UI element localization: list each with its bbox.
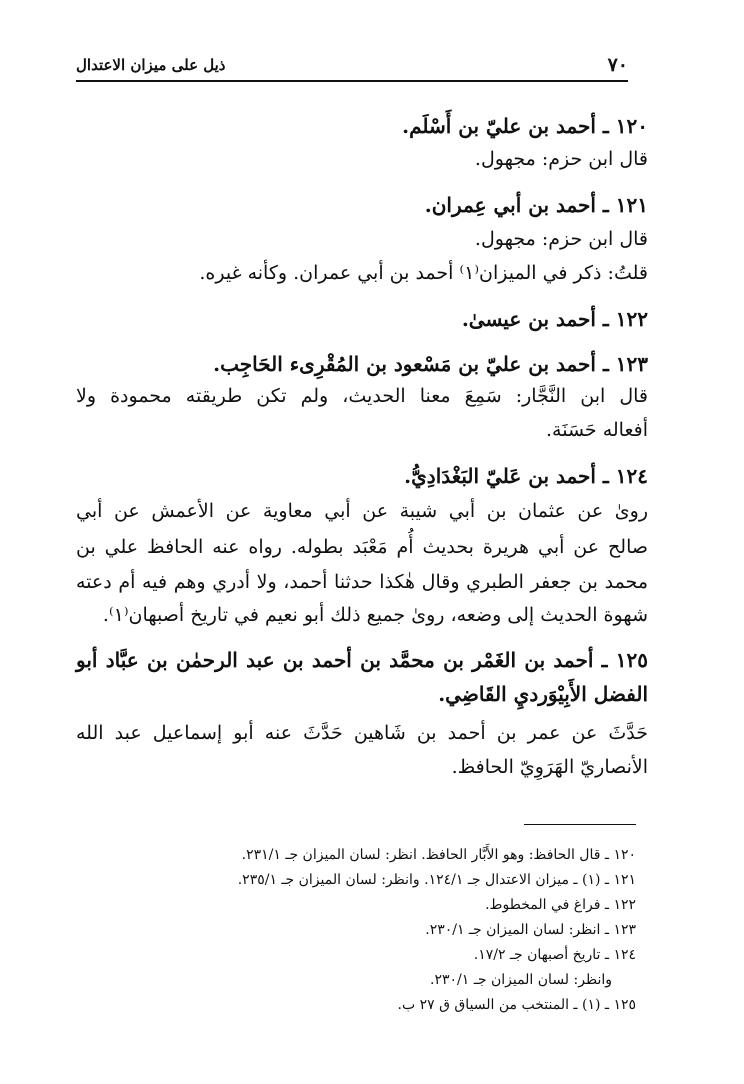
footnote-124: ١٢٤ ـ تاريخ أصبهان جـ ١٧/٢. bbox=[473, 947, 636, 963]
entry-120-text: قال ابن حزم: مجهول. bbox=[474, 148, 648, 170]
entry-125-text: حَدَّثَ عن عمر بن أحمد بن شَاهين حَدَّثَ عنه أبو إسماعيل عبد الله bbox=[76, 722, 648, 744]
entry-124-text-2: صالح عن أبي هريرة بحديث أُم مَعْبَد بطوله. رواه عنه الحافظ علي بن bbox=[76, 536, 648, 558]
entry-123-heading: ١٢٣ ـ أحمد بن عليّ بن مَسْعود بن المُقْرِىء الحَاجِب. bbox=[213, 352, 648, 376]
footnote-123: ١٢٣ ـ انظر: لسان الميزان جـ ٢٣٠/١. bbox=[425, 922, 636, 938]
entry-124-heading: ١٢٤ ـ أحمد بن عَليّ البَغْدَادِيُّ. bbox=[404, 464, 648, 488]
entry-125-heading-cont: الفضل الأَبِيْوَرديِ القَاضِي. bbox=[438, 682, 648, 706]
entry-124-text-1: روىٰ عن عثمان بن أبي شيبة عن أبي معاوية عن الأعمش عن أبي bbox=[76, 500, 648, 522]
entry-122-heading: ١٢٢ ـ أحمد بن عيسىٰ. bbox=[461, 307, 648, 331]
running-title: ذيل على ميزان الاعتدال bbox=[76, 56, 226, 74]
entry-121-text: قال ابن حزم: مجهول. bbox=[474, 228, 648, 250]
entry-121-heading: ١٢١ ـ أحمد بن أبي عِمران. bbox=[424, 193, 648, 217]
entry-120-heading: ١٢٠ ـ أحمد بن عليّ بن أَسْلَم. bbox=[402, 114, 648, 138]
footnote-122: ١٢٢ ـ فراغ في المخطوط. bbox=[485, 897, 636, 913]
entry-124-text-3: محمد بن جعفر الطبري وقال هٰكذا حدثنا أحمد، ولا أدري وهم فيه أم دعته bbox=[76, 571, 648, 593]
entry-125-heading: ١٢٥ ـ أحمد بن الغَمْر بن محمَّد بن أحمد بن عبد الرحمٰن بن عبَّاد أبو bbox=[76, 648, 649, 672]
footnote-125: ١٢٥ ـ (١) ـ المنتخب من السياق ق ٢٧ ب. bbox=[397, 997, 636, 1013]
entry-125-text-cont: الأنصاريّ الهَرَوِيّ الحافظ. bbox=[451, 756, 648, 778]
footnote-121: ١٢١ ـ (١) ـ ميزان الاعتدال جـ ١٢٤/١. وانظر: لسان الميزان جـ ٢٣٥/١. bbox=[237, 872, 636, 888]
running-header bbox=[76, 52, 628, 82]
footnote-124-cont: وانظر: لسان الميزان جـ ٢٣٠/١. bbox=[430, 972, 612, 988]
entry-123-text: قال ابن النَّجَّار: سَمِعَ معنا الحديث، ولم تكن طريقته محمودة ولا bbox=[76, 385, 648, 407]
footnote-separator bbox=[524, 824, 636, 825]
entry-124-text-4: شهوة الحديث إلى وضعه، روىٰ جميع ذلك أبو نعيم في تاريخ أصبهان⁽١⁾. bbox=[102, 604, 648, 626]
page-number: ٧٠ bbox=[607, 54, 628, 76]
entry-123-text-cont: أفعاله حَسَنَة. bbox=[546, 419, 648, 441]
entry-121-note: قلتُ: ذكر في الميزان⁽١⁾ أحمد بن أبي عمران. وكأنه غيره. bbox=[199, 262, 648, 284]
footnote-120: ١٢٠ ـ قال الحافظ: وهو الأَبَّار الحافظ. انظر: لسان الميزان جـ ٢٣١/١. bbox=[241, 847, 636, 863]
